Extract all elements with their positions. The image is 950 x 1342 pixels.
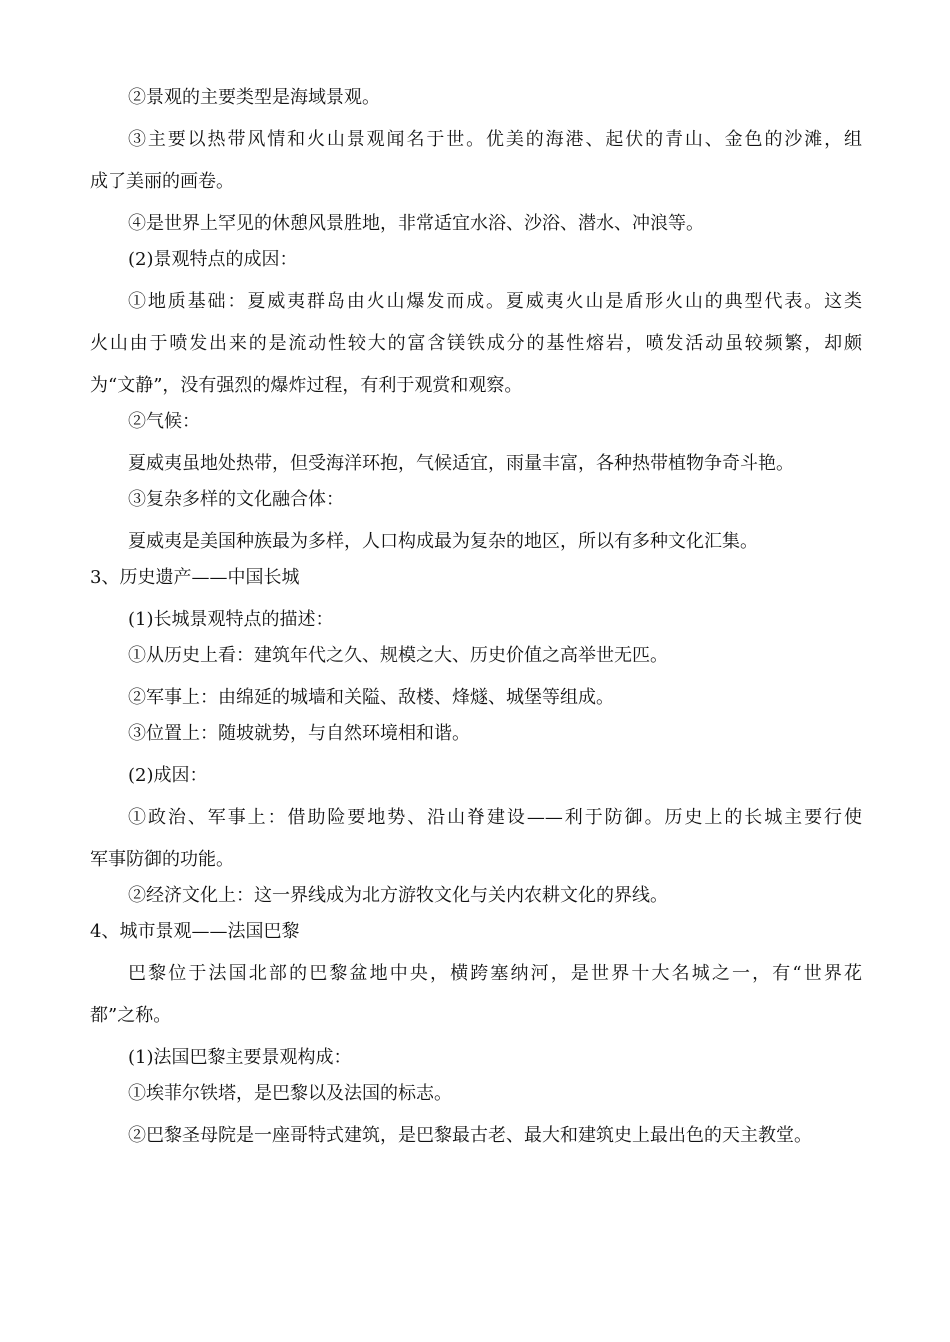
section-heading: 4、城市景观——法国巴黎 xyxy=(90,921,300,942)
text-line: (1)长城景观特点的描述： xyxy=(128,609,334,630)
document-body xyxy=(90,80,862,1154)
text-line: (2)成因： xyxy=(128,765,208,786)
text-line: 巴黎位于法国北部的巴黎盆地中央，横跨塞纳河，是世界十大名城之一，有“世界花 xyxy=(128,963,862,984)
text-line: 为“文静”，没有强烈的爆炸过程，有利于观赏和观察。 xyxy=(90,375,523,396)
section-heading: 3、历史遗产——中国长城 xyxy=(90,567,300,588)
text-line: ④是世界上罕见的休憩风景胜地，非常适宜水浴、沙浴、潜水、冲浪等。 xyxy=(128,213,704,234)
text-line: ②巴黎圣母院是一座哥特式建筑，是巴黎最古老、最大和建筑史上最出色的天主教堂。 xyxy=(128,1125,812,1146)
text-line: ②军事上：由绵延的城墙和关隘、敌楼、烽燧、城堡等组成。 xyxy=(128,687,614,708)
text-line: 成了美丽的画卷。 xyxy=(90,171,234,192)
text-line: ②景观的主要类型是海域景观。 xyxy=(128,87,380,108)
text-line: (1)法国巴黎主要景观构成： xyxy=(128,1047,352,1068)
text-line: ②经济文化上：这一界线成为北方游牧文化与关内农耕文化的界线。 xyxy=(128,885,668,906)
text-line: ①地质基础：夏威夷群岛由火山爆发而成。夏威夷火山是盾形火山的典型代表。这类 xyxy=(128,291,862,312)
text-line: 火山由于喷发出来的是流动性较大的富含镁铁成分的基性熔岩，喷发活动虽较频繁，却颇 xyxy=(90,333,862,354)
text-line: (2)景观特点的成因： xyxy=(128,249,298,270)
text-line: 军事防御的功能。 xyxy=(90,849,234,870)
text-line: ②气候： xyxy=(128,411,200,432)
text-line: ①从历史上看：建筑年代之久、规模之大、历史价值之高举世无匹。 xyxy=(128,645,668,666)
text-line: 夏威夷是美国种族最为多样，人口构成最为复杂的地区，所以有多种文化汇集。 xyxy=(128,531,758,552)
text-line: ③复杂多样的文化融合体： xyxy=(128,489,344,510)
text-line: ①埃菲尔铁塔，是巴黎以及法国的标志。 xyxy=(128,1083,452,1104)
text-line: ③位置上：随坡就势，与自然环境相和谐。 xyxy=(128,723,470,744)
text-line: 都”之称。 xyxy=(90,1005,172,1026)
text-line: ①政治、军事上：借助险要地势、沿山脊建设——利于防御。历史上的长城主要行使 xyxy=(128,807,862,828)
text-line: ③主要以热带风情和火山景观闻名于世。优美的海港、起伏的青山、金色的沙滩，组 xyxy=(128,129,862,150)
text-line: 夏威夷虽地处热带，但受海洋环抱，气候适宜，雨量丰富，各种热带植物争奇斗艳。 xyxy=(128,453,794,474)
